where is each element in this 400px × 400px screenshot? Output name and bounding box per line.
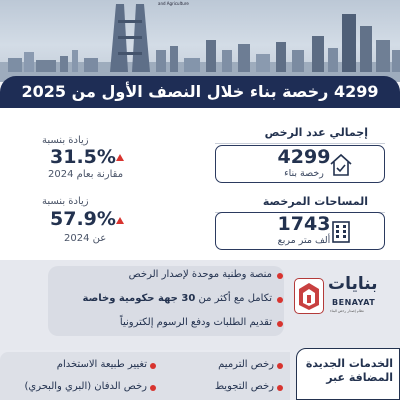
bullet-dot — [150, 363, 156, 369]
stat-label-total-licenses: إجمالي عدد الرخص — [264, 126, 368, 139]
service-item: رخص الدفان (البري والبحري) — [24, 381, 147, 392]
bullet-dot — [277, 321, 283, 327]
increase-label-1: زيادة بنسبة — [42, 135, 89, 146]
service-item: رخص الترميم — [218, 359, 274, 370]
ministry-caption: and Agriculture — [158, 1, 189, 6]
feature-item — [52, 269, 272, 280]
services-heading: الخدمات الجديدة المضافة عبر — [305, 357, 393, 384]
feature-item — [52, 317, 272, 328]
stats-panel — [0, 108, 400, 260]
compare-text-2: عن 2024 — [64, 233, 107, 244]
services-heading-box — [296, 348, 400, 400]
service-item: رخص التجويط — [214, 381, 274, 392]
bullet-dot — [150, 385, 156, 391]
building-icon — [328, 219, 354, 245]
house-check-icon — [328, 152, 354, 178]
feature-text: تقديم الطلبات ودفع الرسوم إلكترونياً — [119, 317, 272, 328]
skyline-illustration — [0, 0, 400, 82]
bullet-dot — [277, 385, 283, 391]
bullet-dot — [277, 273, 283, 279]
stat-unit-licensed-areas: ألف متر مربع — [277, 235, 331, 246]
feature-bold-text: 30 جهة حكومية وخاصة — [82, 293, 196, 304]
increase-label-2: زيادة بنسبة — [42, 196, 89, 207]
hero-skyline-image — [0, 0, 400, 82]
service-item: تغيير طبيعة الاستخدام — [56, 359, 147, 370]
compare-text-1: مقارنة بعام 2024 — [48, 169, 124, 180]
logo-arabic: بنايات — [328, 274, 378, 294]
bullet-dot — [277, 363, 283, 369]
stat-label-licensed-areas: المساحات المرخصة — [262, 195, 368, 208]
up-arrow-icon — [116, 217, 124, 224]
feature-text: منصة وطنية موحدة لإصدار الرخص — [128, 269, 272, 280]
stat-unit-total-licenses: رخصة بناء — [284, 168, 324, 179]
increase-pct-1: 31.5% — [50, 146, 116, 168]
feature-item — [52, 293, 272, 304]
increase-pct-2: 57.9% — [50, 208, 116, 230]
page-title: 4299 رخصة بناء خلال النصف الأول من 2025 — [21, 82, 379, 101]
up-arrow-icon — [116, 154, 124, 161]
stat-box-total-licenses — [215, 145, 385, 183]
feature-text: تكامل مع أكثر من — [195, 293, 272, 304]
benayat-logo — [292, 274, 392, 330]
stat-divider — [215, 143, 385, 144]
stat-box-licensed-areas — [215, 212, 385, 250]
bullet-dot — [277, 297, 283, 303]
stat-value-licensed-areas: 1743 — [277, 213, 331, 235]
logo-english: BENAYAT — [332, 298, 376, 307]
logo-tagline: نظام إصدار رخص البناء — [330, 309, 364, 313]
seal-icon — [294, 278, 324, 314]
stat-value-total-licenses: 4299 — [277, 146, 331, 168]
